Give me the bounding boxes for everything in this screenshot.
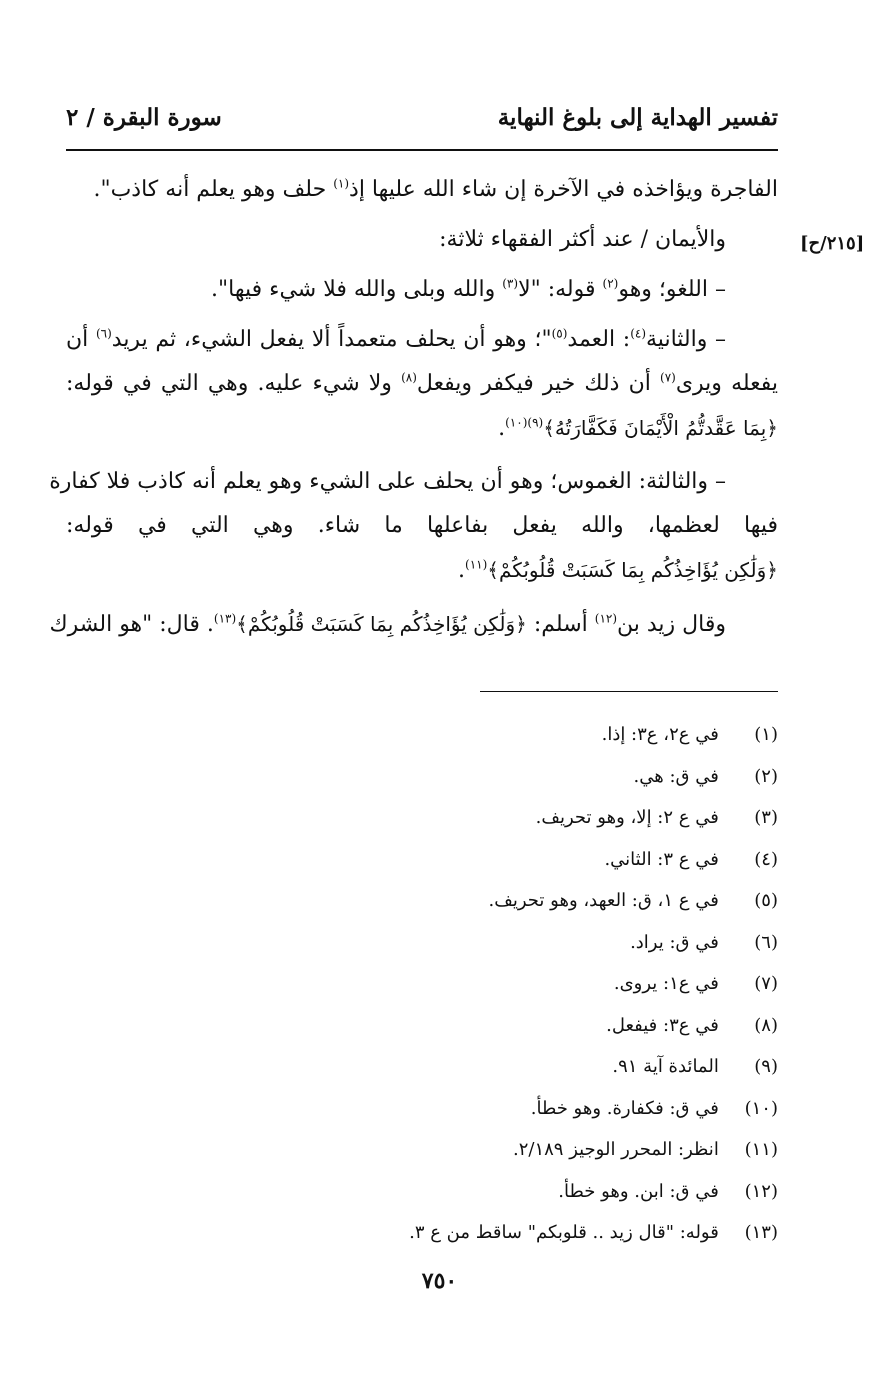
footnote-item: [318, 1212, 778, 1254]
footnote-item: [318, 714, 778, 756]
footnote-text: في ع٢، ع٣: إذا.: [601, 724, 719, 745]
page-number: ٧٥٠: [421, 1268, 458, 1294]
footnote-item: [318, 963, 778, 1005]
running-header: [66, 104, 778, 146]
footnote-item: [318, 797, 778, 839]
footnote-ref: (١): [333, 176, 350, 191]
footnote-ref: (٦): [95, 326, 112, 341]
text-line-1: الفاجرة ويؤاخذه في الآخرة إن شاء الله عليها إذ$^{(١)}$ حلف وهو يعلم أنه كاذب".: [93, 176, 778, 202]
quran-verse: ﴿وَلَٰكِن يُؤَاخِذُكُم بِمَا كَسَبَتْ قُلُوبُكُمْ﴾: [487, 558, 778, 582]
text-line-8: فيها لعظمها، والله يفعل بفاعلها ما شاء. وهي التي في قوله:: [66, 513, 778, 538]
text-line-9: ﴿وَلَٰكِن يُؤَاخِذُكُم بِمَا كَسَبَتْ قُلُوبُكُمْ﴾$^{(١١)}$.: [458, 557, 778, 583]
footnote-item: [318, 922, 778, 964]
footnote-number: (٣): [754, 807, 778, 828]
footnote-ref: (٥): [551, 326, 568, 341]
text-line-6: ﴿بِمَا عَقَّدتُّمُ الْأَيْمَانَ فَكَفَّارَتُهُ﴾$^{(٩)(١٠)}$.: [498, 415, 778, 441]
text-line-7: – والثالثة: الغموس؛ وهو أن يحلف على الشيء وهو يعلم أنه كاذب فلا كفارة: [49, 469, 726, 494]
footnote-number: (٤): [754, 848, 778, 870]
surah-label: سورة البقرة / ٢: [66, 104, 222, 131]
quran-verse: ﴿بِمَا عَقَّدتُّمُ الْأَيْمَانَ فَكَفَّارَتُهُ﴾: [543, 416, 778, 440]
text-line-2: والأيمان / عند أكثر الفقهاء ثلاثة:: [439, 227, 726, 252]
footnote-text: في ق: ابن. وهو خطأ.: [558, 1180, 719, 1202]
footnote-number: (٨): [754, 1014, 778, 1036]
footnote-text: في ع ٢: إلا، وهو تحريف.: [535, 807, 719, 828]
footnote-ref: (٣): [502, 276, 519, 291]
footnote-text: المائدة آية ٩١.: [612, 1056, 719, 1077]
book-title: تفسير الهداية إلى بلوغ النهاية: [497, 104, 778, 131]
footnote-number: (١١): [744, 1139, 778, 1160]
footnote-text: في ع ٣: الثاني.: [604, 848, 719, 870]
footnote-text: في ع١: يروى.: [613, 973, 719, 994]
footnote-text: في ع ١، ق: العهد، وهو تحريف.: [488, 890, 719, 911]
footnote-number: (١٣): [744, 1222, 778, 1243]
footnote-number: (٦): [754, 931, 778, 953]
footnote-item: [318, 1171, 778, 1213]
text-line-5: يفعله ويرى$^{(٧)}$ أن ذلك خير فيكفر ويفعل$^{(٨)}$ ولا شيء عليه. وهي التي في قوله:: [66, 370, 779, 396]
footnote-item: [318, 1005, 778, 1047]
footnote-ref: (١١): [465, 557, 488, 572]
footnote-ref: (٤): [630, 326, 647, 341]
footnote-text: قوله: "قال زيد .. قلوبكم" ساقط من ع ٣.: [409, 1222, 719, 1243]
footnote-item: [318, 1088, 778, 1130]
text-line-10: وقال زيد بن$^{(١٢)}$ أسلم: ﴿وَلَٰكِن يُؤَاخِذُكُم بِمَا كَسَبَتْ قُلُوبُكُمْ﴾$^{(١٣)}$. قال: "هو الشرك: [49, 611, 726, 637]
footnote-item: [318, 839, 778, 881]
footnote-ref: (٨): [401, 370, 417, 385]
footnote-number: (٩): [754, 1056, 778, 1077]
footnote-number: (١): [754, 724, 778, 745]
footnote-number: (٢): [754, 765, 778, 787]
footnote-ref: (٩)(١٠): [505, 415, 544, 430]
footnote-ref: (٧): [660, 370, 676, 385]
main-text: [49, 168, 779, 646]
footnote-ref: (١٣): [213, 611, 237, 626]
text-line-4: – والثانية$^{(٤)}$: العمد$^{(٥)}$"؛ وهو أن يحلف متعمداً ألا يفعل الشيء، ثم يريد$^{(٦)}$ أن: [66, 326, 727, 352]
footnote-text: في ع٣: فيفعل.: [606, 1014, 719, 1036]
footnote-ref: (٢): [602, 276, 619, 291]
footnote-text: في ق: يراد.: [630, 931, 719, 953]
footnote-text: في ق: هي.: [633, 765, 719, 787]
footnote-number: (٥): [754, 890, 778, 911]
footnote-number: (١٢): [744, 1180, 778, 1202]
quran-verse: ﴿وَلَٰكِن يُؤَاخِذُكُم بِمَا كَسَبَتْ قُلُوبُكُمْ﴾: [236, 612, 527, 636]
footnotes-list: [318, 714, 778, 1254]
footnote-number: (١٠): [744, 1097, 778, 1119]
footnote-item: [318, 1129, 778, 1171]
footnote-ref: (١٢): [594, 611, 618, 626]
footnote-text: انظر: المحرر الوجيز ٢/١٨٩.: [512, 1139, 719, 1160]
header-rule: [66, 149, 778, 151]
footnote-number: (٧): [754, 973, 778, 994]
footnote-rule: [480, 691, 778, 692]
manuscript-folio-ref: [٢١٥/ح]: [800, 233, 865, 254]
footnote-item: [318, 1046, 778, 1088]
text-line-3: – اللغو؛ وهو$^{(٢)}$ قوله: "لا$^{(٣)}$ والله وبلى والله فلا شيء فيها".: [211, 276, 726, 302]
footnote-item: [318, 756, 778, 798]
footnote-text: في ق: فكفارة. وهو خطأ.: [530, 1097, 719, 1119]
footnote-item: [318, 880, 778, 922]
